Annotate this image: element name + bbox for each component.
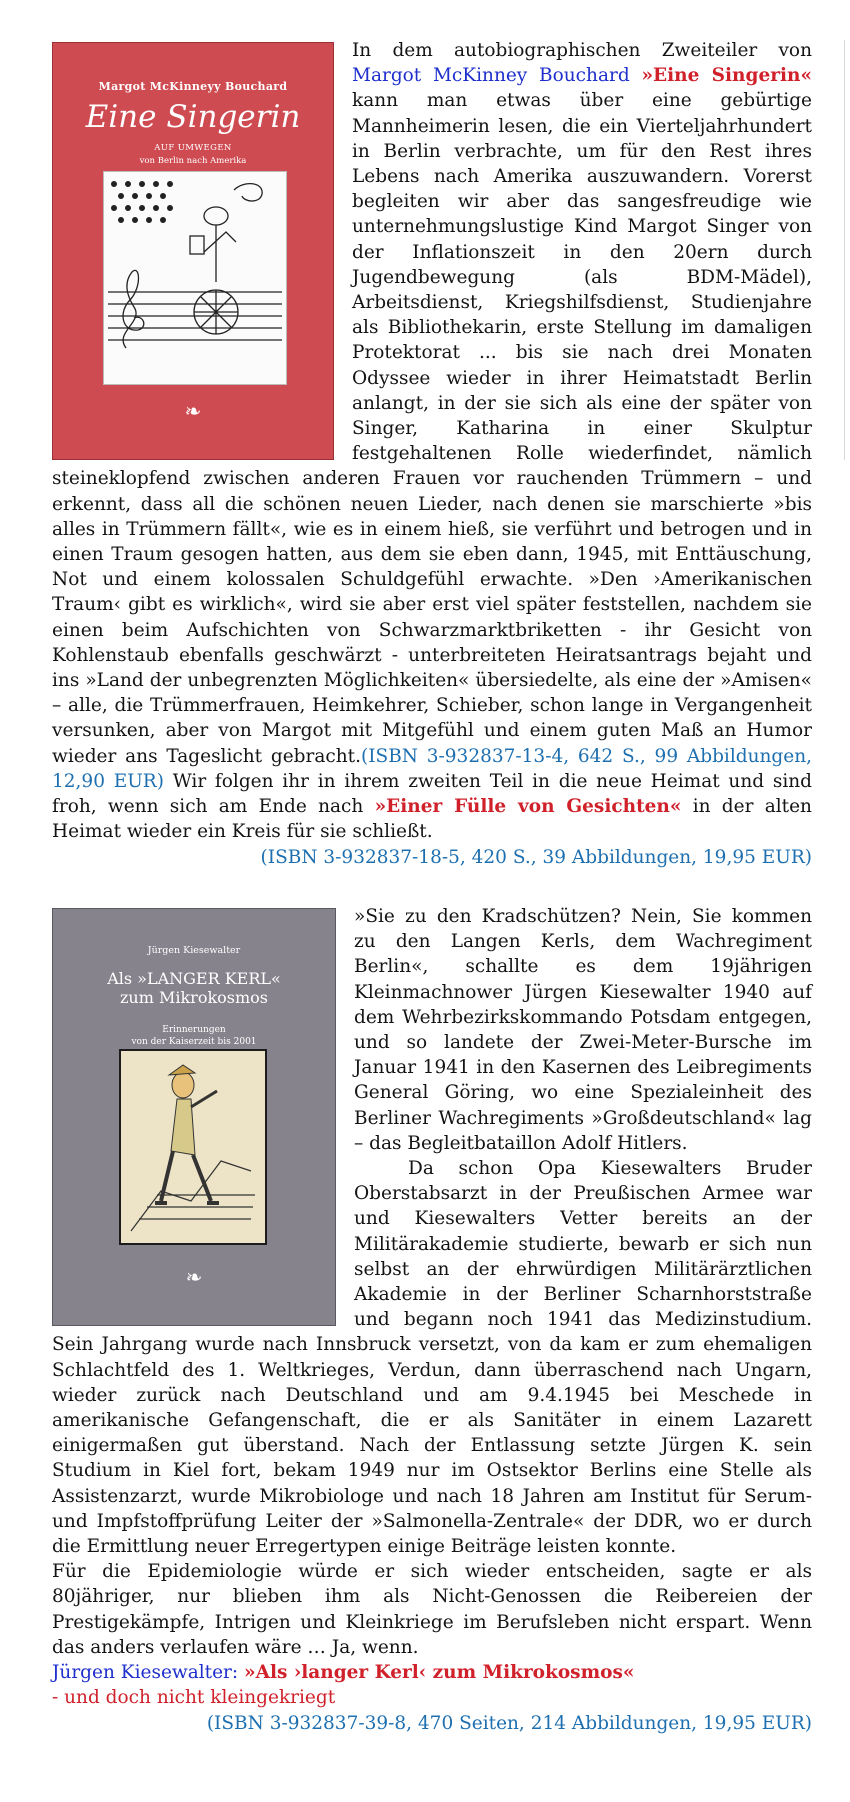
cover-author: Margot McKinneyy Bouchard xyxy=(98,80,288,93)
cover-title: Als »LANGER KERL« zum Mikrokosmos xyxy=(107,969,281,1007)
title-link-eine-singerin[interactable]: »Eine Singerin« xyxy=(641,65,813,87)
isbn-einer-fuelle: (ISBN 3-932837-18-5, 420 S., 39 Abbildungen, 19,95 EUR) xyxy=(260,846,812,868)
cover-title: Eine Singerin xyxy=(85,99,301,135)
cover-subtitle-2: von Berlin nach Amerika xyxy=(139,156,247,166)
cover-illustration xyxy=(119,1049,267,1245)
book2-tagline: - und doch nicht kleingekriegt xyxy=(52,1687,336,1709)
book-review-singerin xyxy=(52,38,812,870)
cover-subtitle: Erinnerungen von der Kaiserzeit bis 2001 xyxy=(131,1025,257,1047)
title-link-langer-kerl[interactable]: »Als ›langer Kerl‹ zum Mikrokosmos« xyxy=(244,1662,635,1684)
author-link-bouchard[interactable]: Margot McKinney Bouchard xyxy=(352,65,630,87)
publisher-logo-icon: ❧ xyxy=(185,1265,203,1289)
book1-description: In dem autobiographischen Zweiteiler von Margot McKinney Bouchard »Eine Singerin« kann man etwas über eine gebürtige Mannheimerin lesen, die ein Vierteljahrhundert in Berlin verbrachte, um für den Rest ihres Lebens nach Amerika auszuwandern. Vorerst begleiten wir aber das sangesfreudige wie unternehmungslustige Kind Margot Singer von der Inflationszeit in den 20ern durch Jugendbewegung (als BDM-Mädel), Arbeitsdienst, Kriegshilfsdienst, Studienjahre als Bibliothekarin, erste Stellung im damaligen Protektorat ... bis sie nach drei Monaten Odyssee wieder in ihrer Heimatstadt Berlin anlangt, in der sie sich als eine der später von Singer, Katharina in einer Skulptur festgehaltenen Rolle wiederfindet, nämlich steineklopfend zwischen anderen Frauen vor rauchenden Trümmern – und erkennt, dass all die schönen neuen Lieder, nach denen sie marschierte »bis alles in Trümmern fällt«, wie es in einem hieß, sie verführt und betrogen und in einen Traum gesogen hatten, aus dem sie eben dann, 1945, mit Enttäuschung, Not und einem kolossalen Schuldgefühl erwachte. »Den ›Amerikanischen Traum‹ gibt es wirklich«, wird sie aber erst viel später feststellen, nachdem sie einen beim Aufschichten von Schwarzmarktbriketten - ihr Gesicht von Kohlenstaub ebenfalls geschwärzt - unterbreiteten Heiratsantrags bejaht und ins »Land der unbegrenzten Möglichkeiten« übersiedelte, als eine der »Amisen« – alle, die Trümmerfrauen, Heimkehrer, Schieber, schon lange in Vergangenheit versunken, aber von Margot mit Mitgefühl und einem guten Maß an Humor wieder ans Tageslicht gebracht.(ISBN 3-932837-13-4, 642 S., 99 Abbildungen, 12,90 EUR) Wir folgen ihr in ihrem zweiten Teil in die neue Heimat und sind froh, wenn sich am Ende nach »Einer Fülle von Gesichten« in der alten Heimat wieder ein Kreis für sie schließt. xyxy=(52,40,813,843)
book2-description-para2: Da schon Opa Kiesewalters Bruder Oberstabsarzt in der Preußischen Armee war und Kiesewalters Vetter bereits an der Militärakademie studierte, bewarb er sich nun selbst an der ehrwürdigen Militärärztlichen Akademie in der Berliner Scharnhorststraße und begann noch 1941 das Medizinstudium. Sein Jahrgang wurde nach Innsbruck versetzt, von da kam er zum ehemaligen Schlachtfeld des 1. Weltkrieges, Verdun, dann überraschend nach Ungarn, wieder zurück nach Deutschland und am 9.4.1945 bei Meschede in amerikanische Gefangenschaft, die er als Sanitäter in einem Lazarett einigermaßen gut überstand. Nach der Entlassung setzte Jürgen K. sein Studium in Kiel fort, bekam 1949 nur im Ostsektor Berlins eine Stelle als Assistenzarzt, wurde Mikrobiologe und nach 18 Jahren am Institut für Serum- und Impfstoffprüfung Leiter der »Salmonella-Zentrale« der DDR, wo er durch die Ermittlung neuer Erregertypen einige Beiträge leisten konnte. xyxy=(52,1158,812,1558)
book2-description-para1: »Sie zu den Kradschützen? Nein, Sie kommen zu den Langen Kerls, dem Wachregiment Berlin«, schallte es dem 19jährigen Kleinmachnower Jürgen Kiesewalter 1940 auf dem Wehrbezirkskommando Potsdam entgegen, und so landete der Zwei-Meter-Bursche im Januar 1941 in den Kasernen des Leibregiments General Göring, wo eine Spezialeinheit des Berliner Wachregiments »Großdeutschland« lag – das Begleitbataillon Adolf Hitlers. xyxy=(354,906,812,1154)
isbn-langer-kerl: (ISBN 3-932837-39-8, 470 Seiten, 214 Abbildungen, 19,95 EUR) xyxy=(206,1712,812,1734)
book-cover-langer-kerl[interactable] xyxy=(52,908,336,1326)
book2-author-title xyxy=(52,1660,812,1685)
book-review-langer-kerl xyxy=(52,904,812,1736)
isbn-eine-singerin: (ISBN 3-932837-13-4, 642 S., 99 Abbildungen, 12,90 EUR) xyxy=(52,745,813,792)
publisher-logo-icon: ❧ xyxy=(184,399,202,423)
cover-illustration xyxy=(103,171,287,385)
cover-author: Jürgen Kiesewalter xyxy=(147,945,241,956)
book-cover-eine-singerin[interactable] xyxy=(52,42,334,460)
author-link-kiesewalter[interactable]: Jürgen Kiesewalter: xyxy=(52,1662,239,1684)
page-edge-rule xyxy=(844,40,845,460)
title-link-einer-fuelle[interactable]: »Einer Fülle von Gesichten« xyxy=(374,796,682,818)
cover-subtitle: AUF UMWEGEN xyxy=(154,143,232,153)
book2-description-para3: Für die Epidemiologie würde er sich wieder entscheiden, sagte er als 80jähriger, nur blieben ihm als Nicht-Genossen die Reibereien der Prestigekämpfe, Intrigen und Kleinkriege im Berufsleben nicht erspart. Wenn das anders verlaufen wäre … Ja, wenn. xyxy=(52,1561,812,1658)
